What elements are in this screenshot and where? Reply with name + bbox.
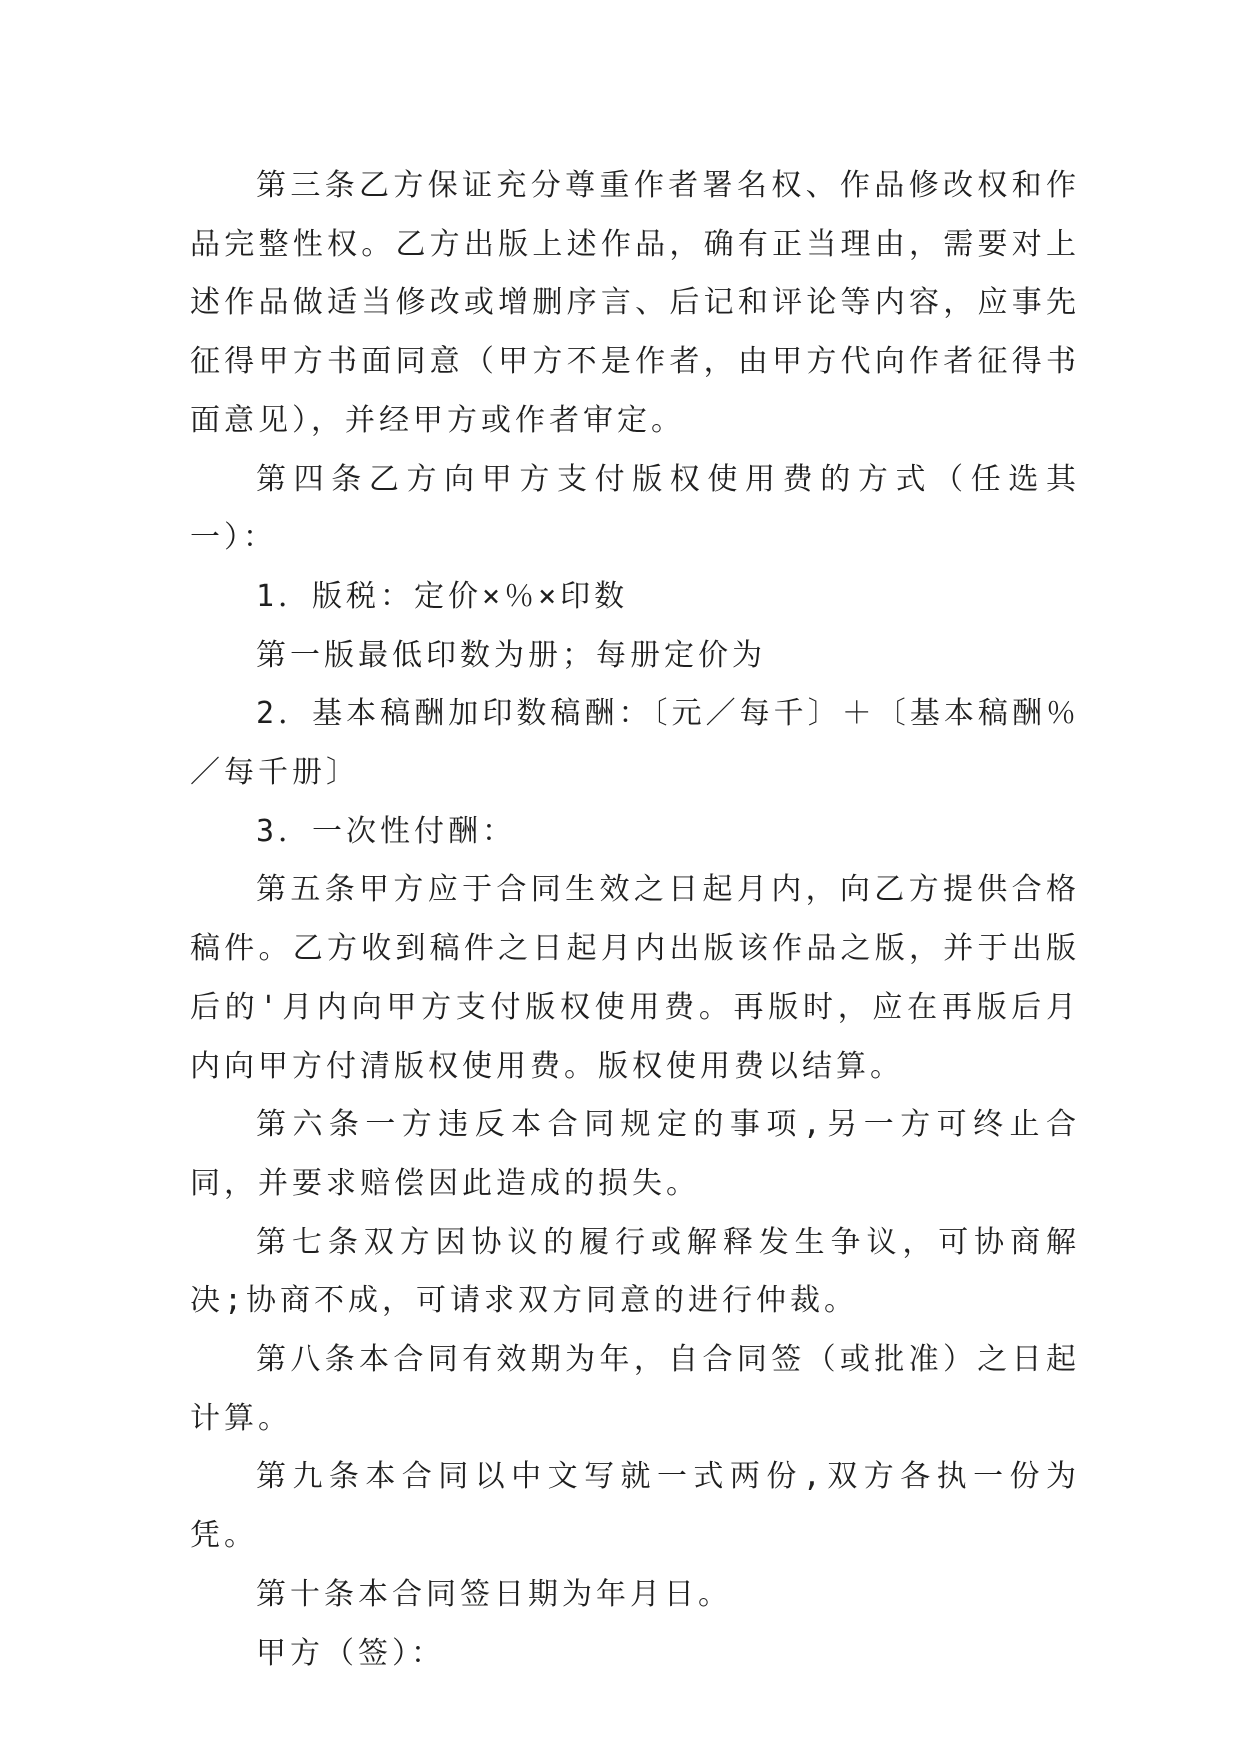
clause-5-paragraph: 第五条甲方应于合同生效之日起月内，向乙方提供合格稿件。乙方收到稿件之日起月内出版该作品之版，并于出版后的'月内向甲方支付版权使用费。再版时，应在再版后月内向甲方付清版权使用费。版权使用费以结算。: [190, 872, 1080, 1084]
first-edition-print-line: 第一版最低印数为册；每册定价为: [256, 637, 766, 673]
payment-option-3: 3．一次性付酬：: [256, 813, 517, 849]
party-a-signature-line: 甲方（签）：: [256, 1635, 445, 1671]
clause-10-paragraph: 第十条本合同签日期为年月日。: [256, 1576, 732, 1612]
clause-3-paragraph: 第三条乙方保证充分尊重作者署名权、作品修改权和作品完整性权。乙方出版上述作品，确有正当理由，需要对上述作品做适当修改或增删序言、后记和评论等内容，应事先征得甲方书面同意（甲方不是作者，由甲方代向作者征得书面意见），并经甲方或作者审定。: [190, 168, 1080, 438]
clause-6-paragraph: 第六条一方违反本合同规定的事项,另一方可终止合同，并要求赔偿因此造成的损失。: [190, 1107, 1080, 1201]
clause-7-paragraph: 第七条双方因协议的履行或解释发生争议，可协商解决;协商不成，可请求双方同意的进行仲裁。: [190, 1224, 1080, 1319]
clause-4-paragraph: 第四条乙方向甲方支付版权使用费的方式（任选其一）：: [190, 461, 1080, 556]
payment-option-2: 2．基本稿酬加印数稿酬：〔元／每千〕＋〔基本稿酬％／每千册〕: [190, 696, 1080, 791]
document-body: [190, 157, 1080, 1683]
clause-8-paragraph: 第八条本合同有效期为年，自合同签（或批准）之日起计算。: [190, 1342, 1080, 1436]
clause-9-paragraph: 第九条本合同以中文写就一式两份,双方各执一份为凭。: [190, 1459, 1080, 1554]
payment-option-1: 1．版税：定价×％×印数: [256, 578, 629, 614]
